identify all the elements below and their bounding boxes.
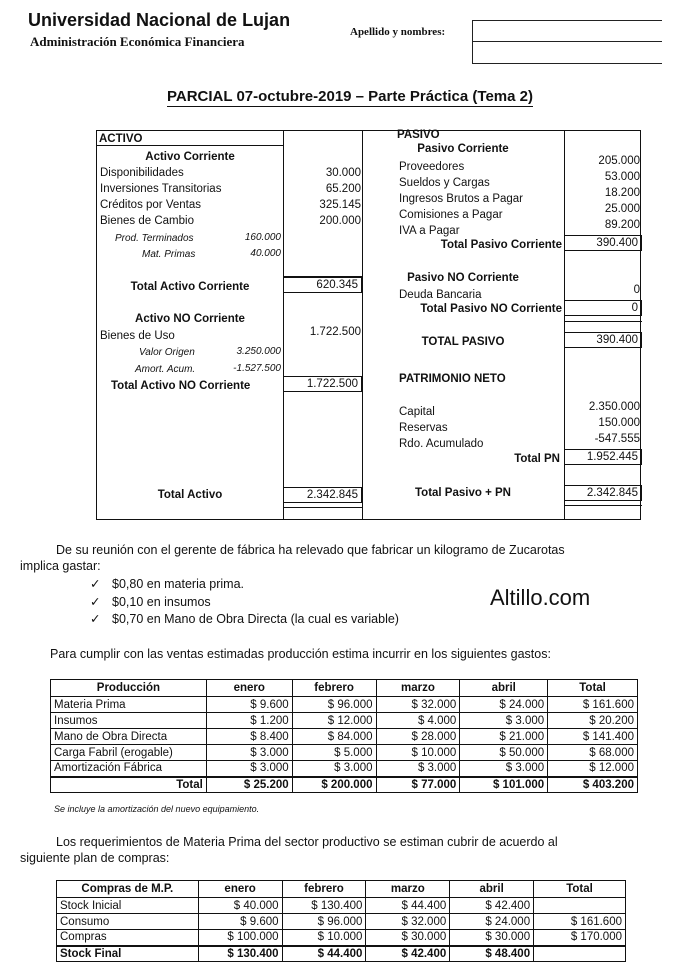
table-cell: $ 3.000 [206, 745, 292, 761]
para-3-line-2: siguiente plan de compras: [20, 851, 170, 865]
total-pasivo-corriente-label: Total Pasivo Corriente [440, 239, 562, 251]
table-cell: $ 4.000 [376, 713, 460, 729]
pasivo-item-value: 25.000 [604, 203, 640, 215]
grand-total: 2.342.845 [564, 485, 642, 501]
column-header: febrero [292, 680, 376, 697]
total-pasivo-corriente: 390.400 [564, 235, 642, 251]
pasivo-item-label: Sueldos y Cargas [399, 177, 490, 189]
pasivo-item-value: 53.000 [604, 171, 640, 183]
table-row [51, 745, 638, 761]
activo-item-label: Créditos por Ventas [100, 199, 202, 211]
bienes-uso-value: 1.722.500 [309, 326, 361, 338]
activo-corriente-heading: Activo Corriente [145, 151, 235, 163]
column-header: Total [548, 680, 638, 697]
bullet-item [90, 611, 399, 626]
activo-no-corriente-heading: Activo NO Corriente [135, 313, 245, 325]
table-cell: $ 28.000 [376, 729, 460, 745]
table-cell: Insumos [51, 713, 207, 729]
table-cell: $ 100.000 [198, 930, 282, 946]
check-icon: ✓ [90, 577, 101, 591]
valor-origen-label: Valor Origen [139, 347, 195, 358]
column-header: marzo [366, 881, 450, 898]
total-pn: 1.952.445 [564, 449, 642, 465]
column-header: abril [460, 680, 548, 697]
table-cell: $ 32.000 [376, 697, 460, 713]
activo-heading: ACTIVO [99, 133, 143, 145]
table-cell: $ 101.000 [460, 777, 548, 793]
column-header: enero [198, 881, 282, 898]
pasivo-item-label: IVA a Pagar [399, 225, 460, 237]
table-header-row [51, 680, 638, 697]
total-activo-no-corriente-label: Total Activo NO Corriente [111, 380, 251, 392]
table-cell: $ 3.000 [460, 761, 548, 777]
table-cell: $ 130.400 [282, 898, 366, 914]
table-cell: Stock Inicial [57, 898, 199, 914]
table-cell: $ 3.000 [376, 761, 460, 777]
amort-label: Amort. Acum. [135, 364, 196, 375]
column-header: Compras de M.P. [57, 881, 199, 898]
table-note: Se incluye la amortización del nuevo equipamiento. [54, 804, 260, 814]
total-pasivo-no-corriente-label: Total Pasivo NO Corriente [420, 303, 562, 315]
column-header: Producción [51, 680, 207, 697]
table-cell: $ 44.400 [366, 898, 450, 914]
table-cell: $ 10.000 [376, 745, 460, 761]
pn-item-value: 150.000 [598, 417, 640, 429]
exam-title: PARCIAL 07-octubre-2019 – Parte Práctica (Tema 2) [167, 88, 533, 105]
table-cell: $ 96.000 [292, 697, 376, 713]
activo-item-label: Bienes de Cambio [100, 215, 194, 227]
table-row [51, 729, 638, 745]
table-cell: $ 3.000 [460, 713, 548, 729]
table-cell: $ 42.400 [450, 898, 534, 914]
table-row [51, 713, 638, 729]
table-cell [534, 898, 626, 914]
total-pasivo: 390.400 [564, 332, 642, 348]
column-header: Total [534, 881, 626, 898]
para-2: Para cumplir con las ventas estimadas producción estima incurrir en los siguientes gastos: [50, 647, 551, 661]
activo-item-value: 30.000 [325, 167, 361, 179]
intro-line-1: De su reunión con el gerente de fábrica ha relevado que fabricar un kilogramo de Zucarotas [56, 543, 565, 557]
activo-item-value: 325.145 [319, 199, 361, 211]
table-cell: Amortización Fábrica [51, 761, 207, 777]
table-cell: $ 21.000 [460, 729, 548, 745]
amort-value: -1.527.500 [233, 363, 281, 374]
table-cell: Carga Fabril (erogable) [51, 745, 207, 761]
compras-table [56, 880, 626, 962]
bullet-item [90, 594, 211, 609]
bullet-text: $0,10 en insumos [112, 595, 211, 609]
university-name: Universidad Nacional de Lujan [28, 10, 291, 30]
table-row [57, 930, 626, 946]
grand-total-label: Total Pasivo + PN [415, 487, 511, 499]
bienes-uso-label: Bienes de Uso [100, 330, 175, 342]
table-cell: $ 40.000 [198, 898, 282, 914]
sub-item-label: Mat. Primas [142, 249, 196, 260]
table-cell: $ 48.400 [450, 946, 534, 962]
check-icon: ✓ [90, 612, 101, 626]
table-cell [534, 946, 626, 962]
column-header: febrero [282, 881, 366, 898]
pn-item-value: -547.555 [594, 433, 640, 445]
total-activo-label: Total Activo [157, 489, 223, 501]
table-cell: $ 161.600 [548, 697, 638, 713]
total-pasivo-label: TOTAL PASIVO [421, 336, 505, 348]
column-header: abril [450, 881, 534, 898]
table-header-row [57, 881, 626, 898]
table-row [57, 898, 626, 914]
balance-sheet [96, 130, 641, 520]
pasivo-item-label: Ingresos Brutos a Pagar [399, 193, 524, 205]
table-cell: $ 8.400 [206, 729, 292, 745]
table-cell: $ 130.400 [198, 946, 282, 962]
table-cell: $ 96.000 [282, 914, 366, 930]
table-row [57, 914, 626, 930]
pasivo-item-label: Comisiones a Pagar [399, 209, 503, 221]
activo-item-value: 65.200 [325, 183, 361, 195]
table-total-row [57, 946, 626, 962]
table-cell: $ 141.400 [548, 729, 638, 745]
table-cell: $ 84.000 [292, 729, 376, 745]
para-3-line-1: Los requerimientos de Materia Prima del sector productivo se estiman cubrir de acuerdo al [56, 835, 558, 849]
department-name: Administración Económica Financiera [30, 34, 245, 49]
pasivo-heading: PASIVO [397, 129, 440, 141]
table-cell: $ 3.000 [206, 761, 292, 777]
pn-item-label: Capital [399, 406, 435, 418]
pasivo-item-value: 89.200 [604, 219, 640, 231]
total-activo-no-corriente: 1.722.500 [283, 376, 362, 392]
bullet-text: $0,80 en materia prima. [112, 577, 245, 591]
table-total-row [51, 777, 638, 793]
bullet-item [90, 576, 244, 591]
table-cell: $ 68.000 [548, 745, 638, 761]
table-cell: $ 9.600 [198, 914, 282, 930]
table-cell: Mano de Obra Directa [51, 729, 207, 745]
valor-origen-value: 3.250.000 [236, 346, 281, 357]
watermark: Altillo.com [490, 585, 591, 610]
activo-item-label: Inversiones Transitorias [100, 183, 222, 195]
table-cell: $ 30.000 [366, 930, 450, 946]
sub-item-value: 160.000 [244, 232, 281, 243]
column-header: marzo [376, 680, 460, 697]
table-cell: $ 403.200 [548, 777, 638, 793]
pn-item-label: Rdo. Acumulado [399, 438, 484, 450]
name-label: Apellido y nombres: [350, 26, 446, 38]
produccion-table [50, 679, 638, 793]
table-cell: $ 3.000 [292, 761, 376, 777]
sub-item-value: 40.000 [250, 248, 281, 259]
table-cell: $ 12.000 [548, 761, 638, 777]
activo-item-label: Disponibilidades [100, 167, 184, 179]
table-row [51, 761, 638, 777]
table-cell: $ 24.000 [450, 914, 534, 930]
table-cell: Stock Final [57, 946, 199, 962]
table-cell: Compras [57, 930, 199, 946]
total-activo-corriente-label: Total Activo Corriente [130, 281, 250, 293]
check-icon: ✓ [90, 595, 101, 609]
pn-heading: PATRIMONIO NETO [399, 373, 506, 385]
bullet-text: $0,70 en Mano de Obra Directa (la cual es variable) [112, 612, 399, 626]
pn-item-label: Reservas [399, 422, 448, 434]
deuda-label: Deuda Bancaria [399, 289, 482, 301]
name-field[interactable] [472, 20, 662, 64]
total-pasivo-no-corriente: 0 [564, 300, 642, 316]
table-cell: $ 42.400 [366, 946, 450, 962]
table-cell: $ 25.200 [206, 777, 292, 793]
total-activo-corriente: 620.345 [283, 277, 362, 293]
table-cell: $ 12.000 [292, 713, 376, 729]
total-pn-label: Total PN [514, 453, 560, 465]
table-cell: Consumo [57, 914, 199, 930]
pn-item-value: 2.350.000 [588, 401, 640, 413]
pasivo-item-label: Proveedores [399, 161, 465, 173]
total-activo: 2.342.845 [283, 487, 362, 503]
deuda-value: 0 [633, 284, 640, 296]
table-cell: $ 77.000 [376, 777, 460, 793]
pasivo-corriente-heading: Pasivo Corriente [417, 143, 509, 155]
table-cell: $ 50.000 [460, 745, 548, 761]
pasivo-item-value: 18.200 [604, 187, 640, 199]
table-cell: $ 1.200 [206, 713, 292, 729]
table-cell: $ 5.000 [292, 745, 376, 761]
table-cell: $ 10.000 [282, 930, 366, 946]
table-cell: $ 161.600 [534, 914, 626, 930]
table-cell: Total [51, 777, 207, 793]
activo-item-value: 200.000 [319, 215, 361, 227]
column-header: enero [206, 680, 292, 697]
table-cell: $ 170.000 [534, 930, 626, 946]
pasivo-item-value: 205.000 [598, 155, 640, 167]
sub-item-label: Prod. Terminados [115, 233, 194, 244]
table-cell: $ 44.400 [282, 946, 366, 962]
pasivo-no-corriente-heading: Pasivo NO Corriente [407, 272, 519, 284]
table-cell: $ 9.600 [206, 697, 292, 713]
table-row [51, 697, 638, 713]
table-cell: $ 20.200 [548, 713, 638, 729]
intro-line-2: implica gastar: [20, 559, 101, 573]
table-cell: $ 30.000 [450, 930, 534, 946]
table-cell: Materia Prima [51, 697, 207, 713]
table-cell: $ 24.000 [460, 697, 548, 713]
table-cell: $ 200.000 [292, 777, 376, 793]
table-cell: $ 32.000 [366, 914, 450, 930]
